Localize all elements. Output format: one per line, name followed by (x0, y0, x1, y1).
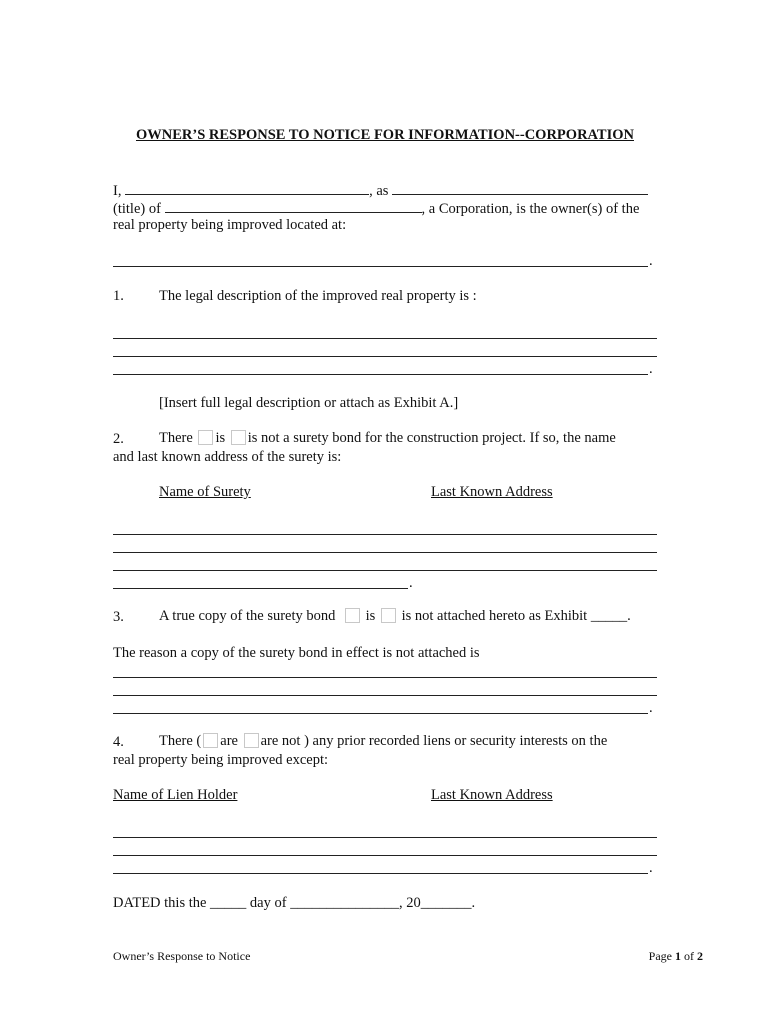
s1-insert-note: [Insert full legal description or attach as Exhibit A.] (159, 395, 459, 411)
s1-text: The legal description of the improved real property is : (159, 288, 477, 304)
name-blank[interactable] (125, 181, 369, 195)
footer-page-current: 1 (675, 949, 681, 963)
legal-period: . (649, 361, 653, 377)
footer-page-number (649, 949, 703, 963)
s4-col-address: Last Known Address (431, 787, 553, 803)
reason-line-2[interactable] (113, 695, 657, 696)
reason-line-3[interactable] (113, 713, 648, 714)
s4-there: There ( (159, 733, 202, 749)
s4-line-2: real property being improved except: (113, 752, 329, 768)
surety-line-2[interactable] (113, 552, 657, 553)
address-period: . (649, 253, 653, 269)
intro-line-1 (113, 181, 648, 200)
legal-line-3[interactable] (113, 374, 648, 375)
s3-rest: is not attached hereto as Exhibit _____. (401, 608, 631, 624)
s4-are-checkbox[interactable] (203, 733, 218, 748)
s2-col-name: Name of Surety (159, 484, 251, 500)
dated-line: DATED this the _____ day of _______________, 20_______. (113, 895, 476, 911)
lien-line-1[interactable] (113, 837, 657, 838)
reason-line-1[interactable] (113, 677, 657, 678)
s4-are-not-checkbox[interactable] (244, 733, 259, 748)
s3-line-1 (159, 608, 631, 625)
legal-line-1[interactable] (113, 338, 657, 339)
s4-col-name: Name of Lien Holder (113, 787, 238, 803)
s3-is-checkbox[interactable] (345, 608, 360, 623)
legal-line-2[interactable] (113, 356, 657, 357)
lien-line-2[interactable] (113, 855, 657, 856)
lien-period: . (649, 860, 653, 876)
intro-line-2 (113, 199, 639, 218)
s4-rest: are not ) any prior recorded liens or security interests on the (260, 733, 608, 749)
s2-line-2: and last known address of the surety is: (113, 449, 342, 465)
s1-number: 1. (113, 288, 124, 304)
surety-period: . (409, 575, 413, 591)
s2-is-checkbox[interactable] (198, 430, 213, 445)
intro-title-of: (title) of (113, 201, 161, 217)
s3-reason: The reason a copy of the surety bond in effect is not attached is (113, 645, 480, 661)
document-title: OWNER’S RESPONSE TO NOTICE FOR INFORMATION--CORPORATION (135, 127, 634, 143)
reason-period: . (649, 700, 653, 716)
s3-number: 3. (113, 609, 124, 625)
intro-corporation: , a Corporation, is the owner(s) of the (421, 201, 640, 217)
s3-is: is (365, 608, 376, 624)
footer-page-prefix: Page (648, 949, 672, 963)
s2-is-not-checkbox[interactable] (231, 430, 246, 445)
lien-line-3[interactable] (113, 873, 648, 874)
intro-as: , as (369, 183, 389, 199)
s4-are: are (220, 733, 238, 749)
s3-is-not-checkbox[interactable] (381, 608, 396, 623)
surety-line-1[interactable] (113, 534, 657, 535)
surety-line-4[interactable] (113, 588, 408, 589)
s4-number: 4. (113, 734, 124, 750)
corporation-blank[interactable] (165, 199, 422, 213)
title-blank[interactable] (392, 181, 648, 195)
address-line[interactable] (113, 266, 648, 267)
intro-i: I, (113, 183, 122, 199)
s3-text: A true copy of the surety bond (159, 608, 336, 624)
surety-line-3[interactable] (113, 570, 657, 571)
s2-rest: is not a surety bond for the construction project. If so, the name (247, 430, 616, 446)
s4-line-1 (159, 733, 607, 750)
intro-line-3: real property being improved located at: (113, 217, 347, 233)
footer-page-total: 2 (697, 949, 703, 963)
footer-page-of: of (684, 949, 694, 963)
s2-is: is (215, 430, 226, 446)
s2-number: 2. (113, 431, 124, 447)
s2-col-address: Last Known Address (431, 484, 553, 500)
footer-title: Owner’s Response to Notice (113, 949, 251, 963)
s2-line-1 (159, 430, 616, 447)
s2-there: There (159, 430, 193, 446)
